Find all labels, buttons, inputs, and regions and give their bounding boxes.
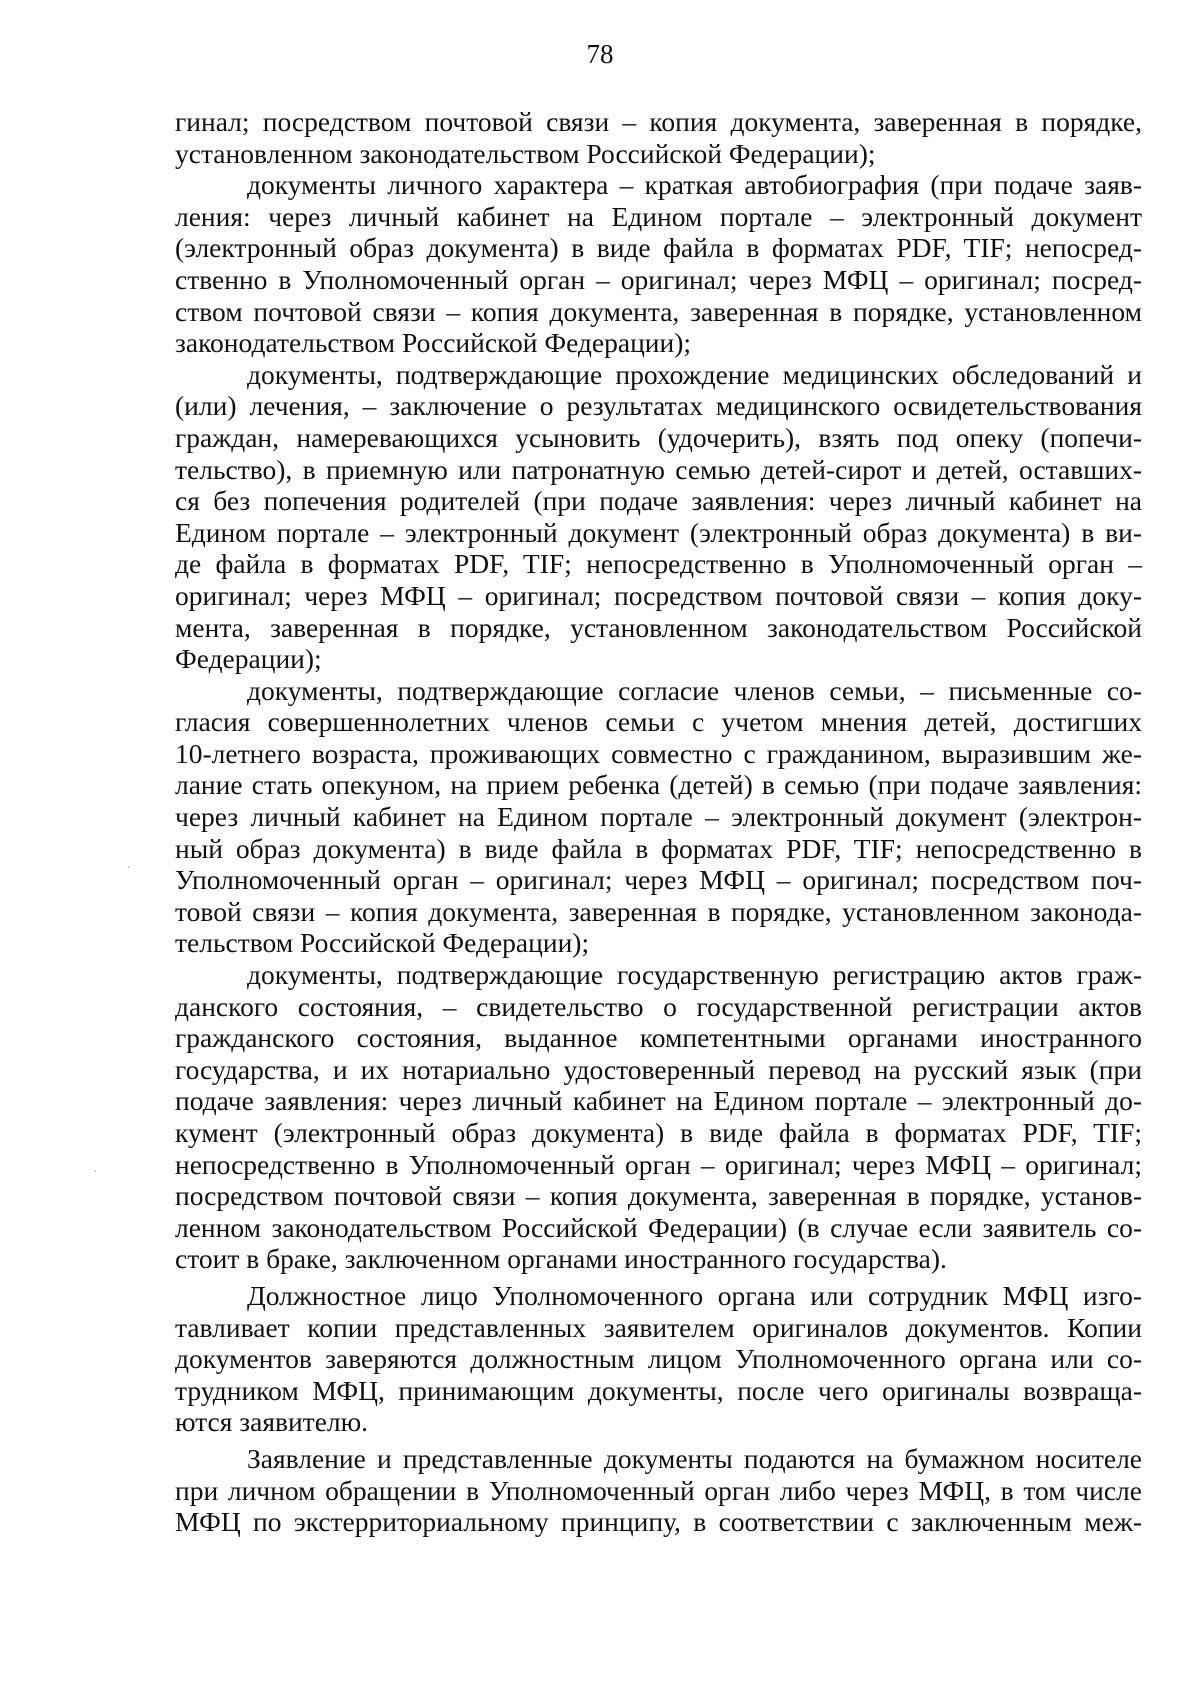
page-number: 78 [586,39,614,69]
text-line: государства, и их нотариально удостоверенный перевод на русский язык (при [175,1053,1142,1085]
text-line: непосредственно в Уполномоченный орган – оригинал; через МФЦ – оригинал; [175,1148,1142,1180]
text-line: стоит в браке, заключенном органами иностранного государства). [175,1243,947,1275]
text-line: документы, подтверждающие прохождение медицинских обследований и [247,358,1142,390]
text-line: через личный кабинет на Едином портале – электронный документ (электрон- [175,801,1142,833]
text-line: Едином портале – электронный документ (электронный образ документа) в ви- [175,516,1142,548]
text-line: кумент (электронный образ документа) в виде файла в форматах PDF, TIF; [175,1117,1142,1148]
paragraph-family-consent [175,675,1142,959]
text-line: де файла в форматах PDF, TIF; непосредственно в Уполномоченный орган – [175,548,1142,580]
text-line: 10-летнего возраста, проживающих совместно с гражданином, выразившим же- [175,737,1142,769]
text-line: (или) лечения, – заключение о результатах медицинского освидетельствования [175,390,1142,422]
text-line: законодательством Российской Федерации); [175,327,692,359]
text-line: данского состояния, – свидетельство о государственной регистрации актов [175,990,1142,1022]
text-line: тавливает копии представленных заявителем оригиналов документов. Копии [175,1311,1142,1343]
text-line: гражданского состояния, выданное компетентными органами иностранного [175,1022,1142,1054]
text-line: документы личного характера – краткая автобиография (при подаче заяв- [247,169,1142,201]
text-line: Должностное лицо Уполномоченного органа или сотрудник МФЦ изго- [247,1279,1142,1311]
text-line: при личном обращении в Уполномоченный орган либо через МФЦ, в том числе [175,1474,1142,1506]
text-line: документы, подтверждающие государственную регистрацию актов граж- [247,959,1142,991]
text-line: установленном законодательством Российской Федерации); [175,137,876,169]
paragraph-medical [175,359,1142,675]
paragraph-autobiography [175,169,1142,359]
scan-speck [94,1170,96,1172]
paragraph-submission [175,1443,1142,1538]
text-line: ются заявителю. [175,1406,369,1438]
text-line: гласия совершеннолетних членов семьи с учетом мнения детей, достигших [175,706,1142,738]
text-line: граждан, намеревающихся усыновить (удочерить), взять под опеку (попечи- [175,421,1142,453]
text-line: оригинал; через МФЦ – оригинал; посредством почтовой связи – копия доку- [175,579,1142,611]
text-line: подаче заявления: через личный кабинет на Едином портале – электронный до- [175,1085,1142,1117]
text-line: лание стать опекуном, на прием ребенка (детей) в семью (при подаче заявления: [175,769,1142,801]
text-line: тельство), в приемную или патронатную семью детей-сирот и детей, оставших- [175,453,1142,485]
text-line: Уполномоченный орган – оригинал; через МФЦ – оригинал; посредством поч- [175,864,1142,896]
document-body [175,106,1142,1538]
text-line: документы, подтверждающие согласие членов семьи, – письменные со- [247,674,1142,706]
text-line: ственно в Уполномоченный орган – оригинал; через МФЦ – оригинал; посред- [175,263,1142,295]
text-line: ления: через личный кабинет на Едином портале – электронный документ [175,200,1142,232]
text-line: гинал; посредством почтовой связи – копия документа, заверенная в порядке, [175,106,1142,137]
paragraph-civil-registration [175,959,1142,1275]
text-line: трудником МФЦ, принимающим документы, после чего оригиналы возвраща- [175,1374,1142,1406]
text-line: МФЦ по экстерриториальному принципу, в соответствии с заключенным меж- [175,1506,1142,1538]
text-line: ленном законодательством Российской Федерации) (в случае если заявитель со- [175,1211,1142,1243]
scan-speck [128,866,130,868]
text-line: посредством почтовой связи – копия документа, заверенная в порядке, установ- [175,1180,1142,1212]
text-line: Федерации); [175,643,322,675]
paragraph-continuation [175,106,1142,169]
text-line: (электронный образ документа) в виде файла в форматах PDF, TIF; непосред- [175,232,1142,264]
text-line: товой связи – копия документа, заверенная в порядке, установленном законода- [175,895,1142,927]
text-line: документов заверяются должностным лицом Уполномоченного органа или со- [175,1343,1142,1375]
text-line: мента, заверенная в порядке, установленном законодательством Российской [175,611,1142,643]
text-line: ся без попечения родителей (при подаче заявления: через личный кабинет на [175,485,1142,517]
paragraph-copies [175,1280,1142,1438]
text-line: Заявление и представленные документы подаются на бумажном носителе [247,1442,1142,1474]
text-line: тельством Российской Федерации); [175,927,590,959]
text-line: ством почтовой связи – копия документа, заверенная в порядке, установленном [175,295,1142,327]
text-line: ный образ документа) в виде файла в форматах PDF, TIF; непосредственно в [175,832,1142,864]
